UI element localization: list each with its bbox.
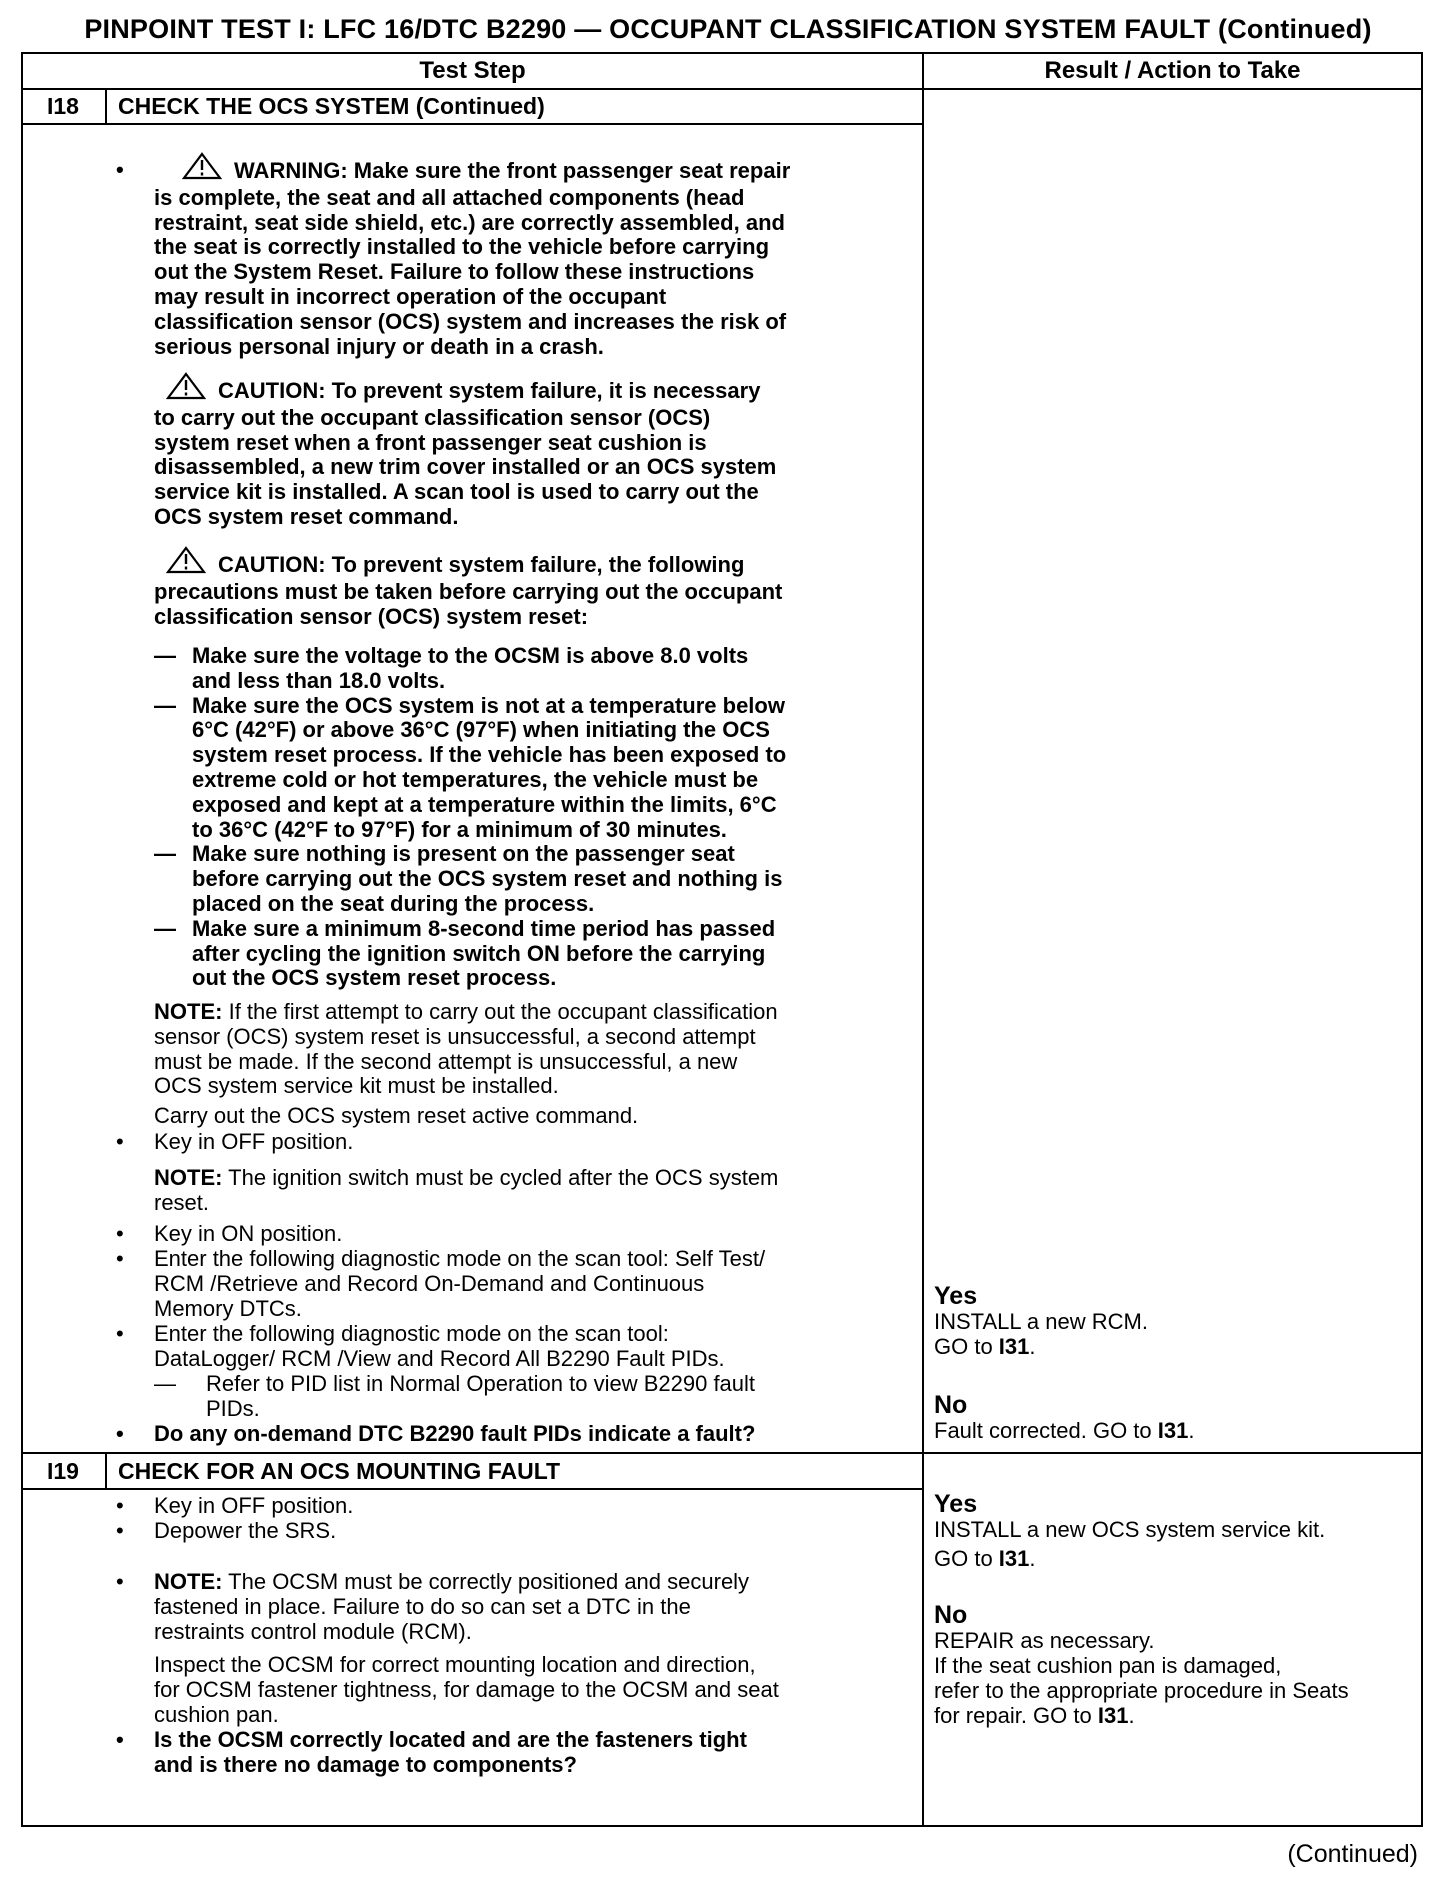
- yes-label: Yes: [934, 1282, 978, 1310]
- precaution-item: — Make sure the voltage to the OCSM is above 8.0 volts and less than 18.0 volts.: [154, 643, 749, 693]
- warning-line: serious personal injury or death in a crash.: [154, 333, 604, 359]
- no-label: No: [934, 1391, 968, 1419]
- header-result: Result / Action to Take: [1044, 57, 1301, 84]
- carry-out-text: Carry out the OCS system reset active command.: [154, 1103, 639, 1128]
- precaution-list: [154, 644, 914, 991]
- caution-line: CAUTION: To prevent system failure, it is necessary: [218, 378, 761, 403]
- result-no-i19: No REPAIR as necessary. If the seat cushion pan is damaged, refer to the appropriate procedure in Seats for repair. GO to I31.: [934, 1601, 1349, 1728]
- step-title-i18: CHECK THE OCS SYSTEM (Continued): [118, 93, 545, 119]
- column-divider: [922, 52, 924, 1827]
- caution-line: service kit is installed. A scan tool is used to carry out the: [154, 479, 759, 505]
- caution-line: CAUTION: To prevent system failure, the following: [218, 552, 745, 577]
- warning-line: out the System Reset. Failure to follow these instructions: [154, 259, 755, 285]
- warning-triangle-icon: [182, 152, 222, 186]
- header-rule: [21, 88, 1423, 90]
- caution-block-2: [154, 546, 914, 629]
- caution-block-1: [154, 372, 914, 530]
- step-title-i19: CHECK FOR AN OCS MOUNTING FAULT: [118, 1458, 561, 1484]
- step-number-i18: I18: [47, 93, 79, 119]
- goto-link[interactable]: I31: [998, 1334, 1030, 1359]
- warning-line: classification sensor (OCS) system and increases the risk of: [154, 308, 787, 334]
- row-rule: [21, 1452, 1423, 1454]
- precaution-item: — Make sure the OCS system is not at a temperature below 6°C (42°F) or above 36°C (97°F) when initiating the OCS system reset process. If the vehicle has been exposed to extreme cold or hot temperatures, the vehicle must be exposed and kept at a temperature within the limits, 6°C to 36°C (42°F to 97°F) for a minimum of 30 minutes.: [154, 692, 787, 842]
- step-num-divider: [105, 88, 107, 125]
- caution-line: classification sensor (OCS) system reset:: [154, 603, 589, 629]
- caution-line: disassembled, a new trim cover installed or an OCS system: [154, 454, 777, 480]
- note-block-1: NOTE: If the first attempt to carry out the occupant classification sensor (OCS) system reset is unsuccessful, a second attempt must be made. If the second attempt is unsuccessful, a new OCS system service kit must be installed.: [154, 999, 778, 1099]
- precaution-item: — Make sure a minimum 8-second time period has passed after cycling the ignition switch ON before the carrying out the OCS system reset process.: [154, 915, 776, 991]
- goto-link[interactable]: I31: [998, 1546, 1030, 1571]
- header-test-step: Test Step: [419, 57, 526, 84]
- note-label: NOTE:: [154, 999, 223, 1024]
- warning-line: restraint, seat side shield, etc.) are correctly assembled, and: [154, 209, 785, 235]
- result-yes-i19: Yes INSTALL a new OCS system service kit. GO to I31.: [934, 1490, 1326, 1571]
- caution-line: precautions must be taken before carrying out the occupant: [154, 578, 783, 604]
- step-title-rule: [21, 1488, 924, 1490]
- result-yes-i18: Yes INSTALL a new RCM. GO to I31.: [934, 1282, 1148, 1359]
- goto-link[interactable]: I31: [1157, 1418, 1189, 1443]
- inspect-text: Inspect the OCSM for correct mounting location and direction, for OCSM fastener tightness, for damage to the OCSM and seat cushion pan.: [154, 1652, 779, 1727]
- warning-line: the seat is correctly installed to the vehicle before carrying: [154, 234, 770, 260]
- warning-line: may result in incorrect operation of the occupant: [154, 283, 667, 309]
- precaution-item: — Make sure nothing is present on the passenger seat before carrying out the OCS system reset and nothing is placed on the seat during the process.: [154, 841, 783, 916]
- goto-link[interactable]: I31: [1097, 1703, 1129, 1728]
- caution-triangle-icon: [166, 372, 206, 406]
- step-title-rule: [21, 123, 924, 125]
- no-label: No: [934, 1601, 968, 1629]
- warning-line: is complete, the seat and all attached components (head: [154, 184, 745, 210]
- step-num-divider: [105, 1452, 107, 1490]
- yes-label: Yes: [934, 1490, 978, 1518]
- result-no-i18: No Fault corrected. GO to I31.: [934, 1391, 1195, 1443]
- warning-line: WARNING: Make sure the front passenger seat repair: [234, 158, 791, 183]
- caution-line: system reset when a front passenger seat cushion is: [154, 429, 707, 455]
- caution-line: to carry out the occupant classification sensor (OCS): [154, 404, 711, 430]
- caution-triangle-icon: [166, 546, 206, 580]
- continued-footer: (Continued): [1287, 1840, 1418, 1868]
- page-title: PINPOINT TEST I: LFC 16/DTC B2290 — OCCUPANT CLASSIFICATION SYSTEM FAULT (Continued): [84, 14, 1372, 44]
- caution-line: OCS system reset command.: [154, 503, 459, 529]
- step-number-i19: I19: [47, 1458, 79, 1484]
- note-block-2: NOTE: The ignition switch must be cycled after the OCS system reset.: [154, 1165, 779, 1215]
- bullet: •: [116, 157, 124, 182]
